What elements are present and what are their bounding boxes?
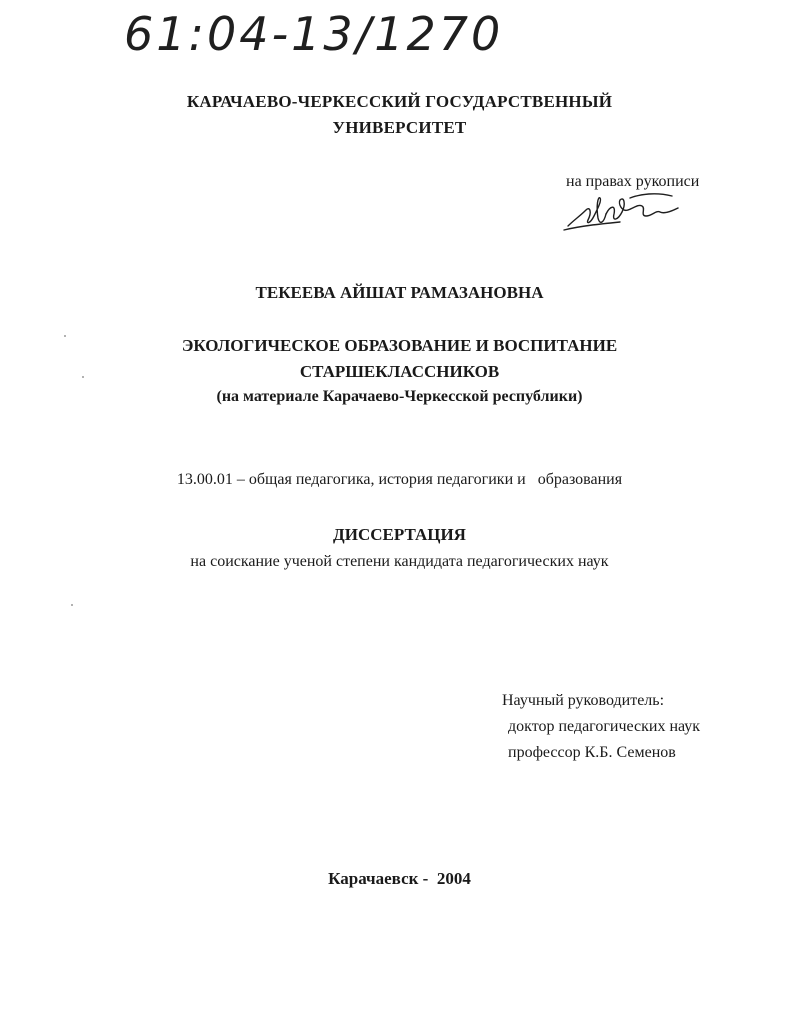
city-year: Карачаевск - 2004 bbox=[328, 869, 471, 888]
dissertation-title-line-1: ЭКОЛОГИЧЕСКОЕ ОБРАЗОВАНИЕ И ВОСПИТАНИЕ bbox=[181, 336, 618, 355]
university-name-line-2: УНИВЕРСИТЕТ bbox=[332, 118, 467, 137]
scan-speck bbox=[82, 376, 84, 378]
specialty-code: 13.00.01 – общая педагогика, история педагогики и образования bbox=[176, 471, 623, 488]
dissertation-subtitle: (на материале Карачаево-Черкесской республики) bbox=[216, 388, 583, 405]
advisor-degree: доктор педагогических наук bbox=[508, 718, 701, 735]
degree-description: на соискание ученой степени кандидата педагогических наук bbox=[190, 553, 609, 570]
manuscript-rights-note: на правах рукописи bbox=[566, 173, 700, 190]
archive-stamp-text: 61:04-13/1270 bbox=[124, 7, 504, 61]
archive-stamp bbox=[120, 0, 540, 62]
author-name: ТЕКЕЕВА АЙШАТ РАМАЗАНОВНА bbox=[255, 283, 544, 302]
signature-icon bbox=[560, 186, 700, 238]
advisor-name: профессор К.Б. Семенов bbox=[508, 744, 676, 761]
dissertation-title-line-2: СТАРШЕКЛАССНИКОВ bbox=[299, 362, 500, 381]
university-name-line-1: КАРАЧАЕВО-ЧЕРКЕССКИЙ ГОСУДАРСТВЕННЫЙ bbox=[186, 92, 613, 111]
advisor-label: Научный руководитель: bbox=[502, 692, 665, 709]
scan-speck bbox=[71, 604, 73, 606]
document-type: ДИССЕРТАЦИЯ bbox=[333, 525, 466, 544]
scan-speck bbox=[64, 335, 66, 337]
